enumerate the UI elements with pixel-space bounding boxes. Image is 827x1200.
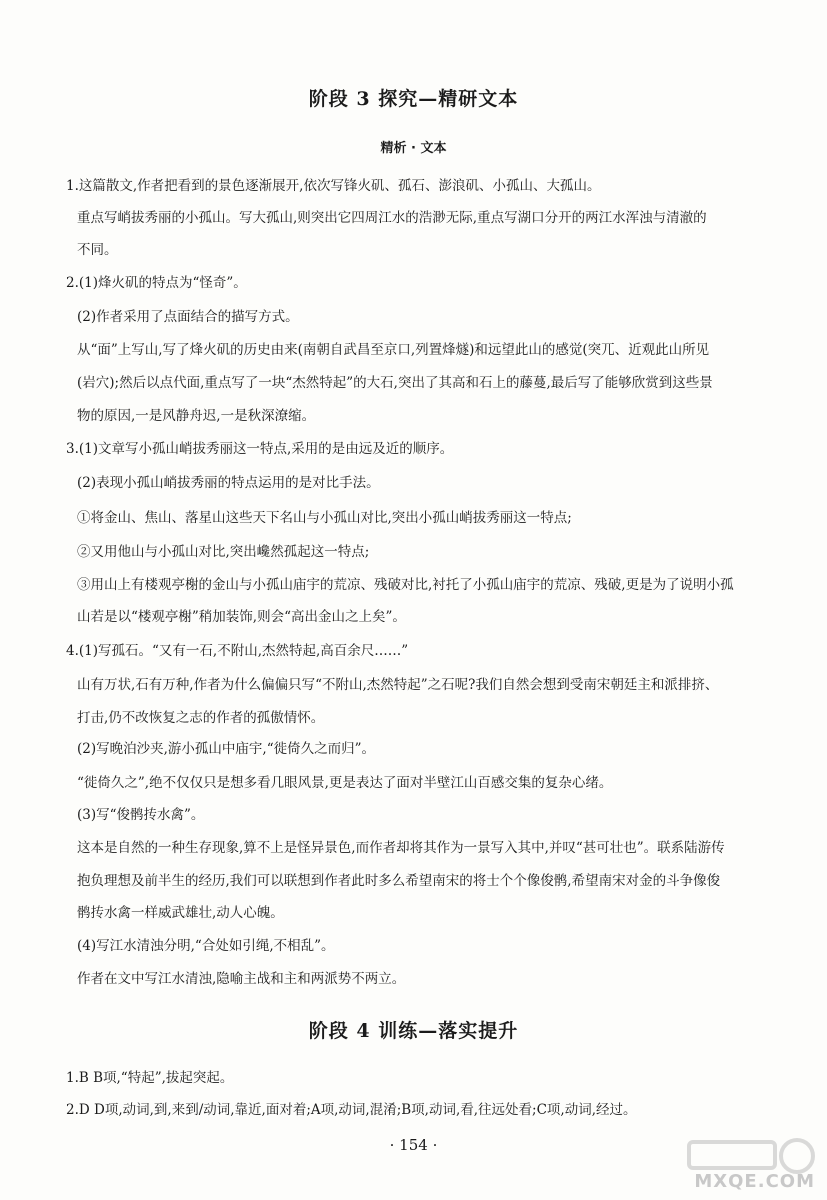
text-line: (2)写晚泊沙夹,游小孤山中庙宇,“徙倚久之而归”。 xyxy=(77,741,376,757)
text-line: 2.(1)烽火矶的特点为“怪奇”。 xyxy=(66,275,247,291)
text-line: 物的原因,一是风静舟迟,一是秋深潦缩。 xyxy=(77,408,316,424)
answer-line: 2.D D项,动词,到,来到/动词,靠近,面对着;A项,动词,混淆;B项,动词,看,往远处看;C项,动词,经过。 xyxy=(66,1102,637,1118)
section-3-subtitle: 精析 · 文本 xyxy=(380,141,447,156)
text-line: 作者在文中写江水清浊,隐喻主战和主和两派势不两立。 xyxy=(77,971,406,987)
page-number: · 154 · xyxy=(389,1136,438,1154)
text-line: 抱负理想及前半生的经历,我们可以联想到作者此时多么希望南宋的将士个个像俊鹘,希望南宋对金的斗争像俊 xyxy=(77,873,721,889)
section-3-title: 阶段 3 探究—精研文本 xyxy=(308,88,519,110)
text-line: (岩穴);然后以点代面,重点写了一块“杰然特起”的大石,突出了其高和石上的藤蔓,最后写了能够欣赏到这些景 xyxy=(77,375,713,391)
text-line: 重点写峭拔秀丽的小孤山。写大孤山,则突出它四周江水的浩渺无际,重点写湖口分开的两江水浑浊与清澈的 xyxy=(77,210,707,226)
section-4-title: 阶段 4 训练—落实提升 xyxy=(308,1020,519,1042)
text-line: ①将金山、焦山、落星山这些天下名山与小孤山对比,突出小孤山峭拔秀丽这一特点; xyxy=(77,510,572,526)
text-line: (3)写“俊鹘抟水禽”。 xyxy=(77,807,205,823)
text-line: 山有万状,石有万种,作者为什么偏偏只写“不附山,杰然特起”之石呢?我们自然会想到受南宋朝廷主和派排挤、 xyxy=(77,677,719,693)
text-line: (4)写江水清浊分明,“合处如引绳,不相乱”。 xyxy=(77,938,335,954)
text-line: 打击,仍不改恢复之志的作者的孤傲情怀。 xyxy=(77,710,325,726)
text-line: (2)表现小孤山峭拔秀丽的特点运用的是对比手法。 xyxy=(77,475,380,491)
text-line: 从“面”上写山,写了烽火矶的历史由来(南朝自武昌至京口,列置烽燧)和远望此山的感觉(突兀、近观此山所见 xyxy=(77,342,710,358)
text-line: ③用山上有楼观亭榭的金山与小孤山庙宇的荒凉、残破对比,衬托了小孤山庙宇的荒凉、残破,更是为了说明小孤 xyxy=(77,577,734,593)
watermark-text: MXQE.COM xyxy=(694,1171,815,1192)
text-line: (2)作者采用了点面结合的描写方式。 xyxy=(77,309,299,325)
answer-line: 1.B B项,“特起”,拔起突起。 xyxy=(66,1070,234,1086)
text-line: 不同。 xyxy=(77,242,118,258)
text-line: ②又用他山与小孤山对比,突出巉然孤起这一特点; xyxy=(77,544,370,560)
text-line: “徙倚久之”,绝不仅仅只是想多看几眼风景,更是表达了面对半壁江山百感交集的复杂心绪。 xyxy=(77,775,613,791)
text-line: 1.这篇散文,作者把看到的景色逐渐展开,依次写锋火矶、孤石、澎浪矶、小孤山、大孤山。 xyxy=(66,178,601,194)
text-line: 这本是自然的一种生存现象,算不上是怪异景色,而作者却将其作为一景写入其中,并叹“甚可壮也”。联系陆游传 xyxy=(77,840,725,856)
text-line: 山若是以“楼观亭榭”稍加装饰,则会“高出金山之上矣”。 xyxy=(77,609,406,625)
text-line: 3.(1)文章写小孤山峭拔秀丽这一特点,采用的是由远及近的顺序。 xyxy=(66,441,454,457)
text-line: 鹘抟水禽一样威武雄壮,动人心魄。 xyxy=(77,905,284,921)
text-line: 4.(1)写孤石。“又有一石,不附山,杰然特起,高百余尺……” xyxy=(66,643,409,659)
